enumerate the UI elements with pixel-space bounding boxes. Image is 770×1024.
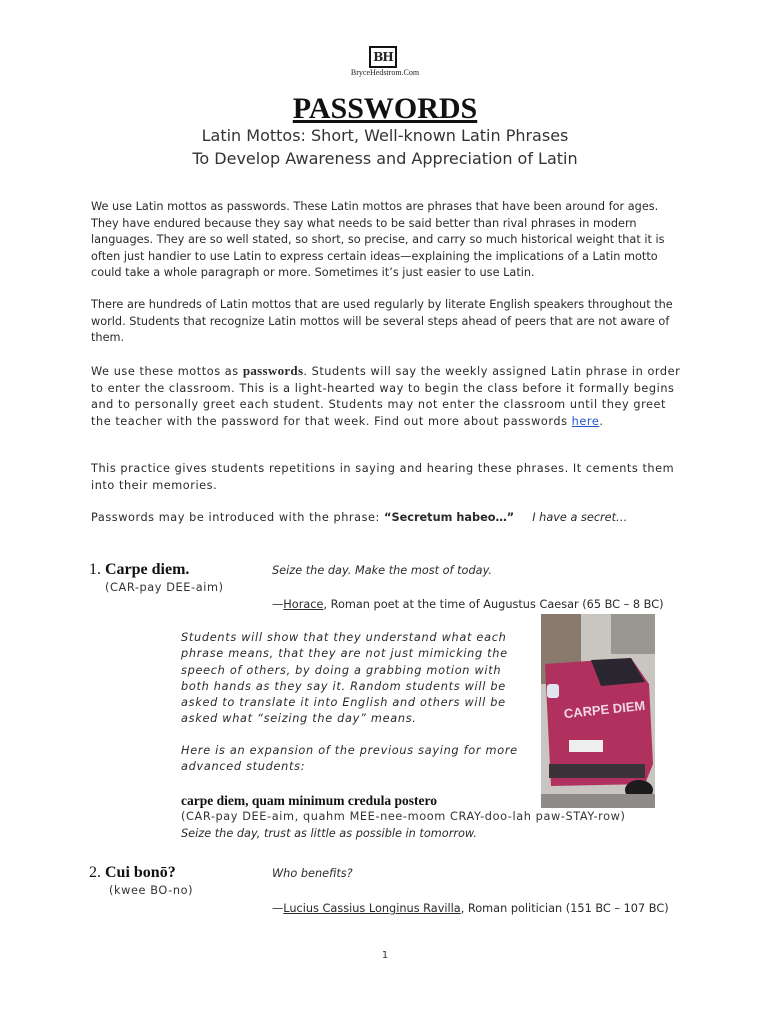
item-2-dash: —: [272, 902, 284, 915]
item-1-expansion-pronunciation: (CAR-pay DEE-aim, quahm MEE-nee-moom CRAY-doo-lah paw-STAY-row): [181, 810, 626, 823]
page-title: PASSWORDS: [292, 92, 478, 125]
intro-paragraph-1: We use Latin mottos as passwords. These Latin mottos are phrases that have been around for ages. They have endured because they say what needs to be said better than rival phrases in modern languages. They are so well stated, so short, so precise, and carry so much historical weight that it is often just handier to use Latin to express certain ideas—explaining the implications of a Latin motto could take a whole paragraph or more. Sometimes it’s just easier to use Latin.: [91, 200, 665, 279]
item-1-author-desc: , Roman poet at the time of Augustus Caesar (65 BC – 8 BC): [323, 598, 664, 611]
intro-p3-text-b: . Students will say the weekly assigned Latin phrase in order to enter the classroom. This is a light-hearted way to begin the class before it formally begins and to personally greet each student. Students may not enter the classroom until they greet the teacher with the password for that week. Find out more about passwords: [91, 365, 681, 428]
intro-paragraph-3: [91, 363, 681, 430]
item-1-expansion-intro: Here is an expansion of the previous saying for more advanced students:: [181, 744, 518, 774]
item-1-number: 1.: [89, 561, 101, 578]
intro-paragraph-5: [91, 510, 691, 527]
item-2-attribution: [272, 902, 669, 915]
carpe-diem-van-photo: [541, 614, 655, 808]
intro-p3-text-c: .: [599, 414, 604, 428]
item-1-expansion-phrase: carpe diem, quam minimum credula postero: [181, 793, 437, 808]
intro-paragraph-4: This practice gives students repetitions in saying and hearing these phrases. It cements them into their memories.: [91, 462, 675, 492]
item-1-author: Horace: [283, 598, 324, 611]
intro-paragraph-2: There are hundreds of Latin mottos that are used regularly by literate English speakers throughout the world. Students that recognize Latin mottos will be several steps ahead of peers that are not aware of them.: [91, 298, 673, 344]
logo-mark: BH: [369, 46, 397, 68]
item-1-attribution: [272, 598, 664, 611]
item-2-author-desc: , Roman politician (151 BC – 107 BC): [460, 902, 669, 915]
subtitle-line-2: To Develop Awareness and Appreciation of Latin: [192, 149, 578, 168]
item-1-phrase: Carpe diem.: [105, 561, 190, 578]
intro-p3-text-a: We use these mottos as: [91, 365, 243, 378]
item-1-heading: [89, 561, 189, 579]
passwords-here-link[interactable]: here: [571, 414, 600, 428]
passwords-bold: passwords: [242, 363, 304, 378]
item-1-pronunciation: (CAR-pay DEE-aim): [105, 581, 224, 594]
secretum-habeo-phrase: “Secretum habeo…”: [384, 511, 515, 524]
item-2-number: 2.: [89, 864, 101, 881]
item-2-phrase: Cui bonō?: [105, 864, 176, 881]
logo-site-name: BryceHedstrom.Com: [350, 68, 420, 77]
item-2-heading: [89, 864, 176, 882]
item-2-pronunciation: (kwee BO-no): [109, 884, 194, 897]
subtitle-line-1: Latin Mottos: Short, Well-known Latin Phrases: [201, 126, 569, 145]
item-1-meaning: Seize the day. Make the most of today.: [272, 564, 492, 577]
item-1-dash: —: [272, 598, 284, 611]
i-have-a-secret-translation: I have a secret…: [532, 511, 628, 524]
van-logo-text: CARPE DIEM: [563, 697, 646, 722]
item-2-meaning: Who benefits?: [272, 867, 353, 880]
item-1-expansion-meaning: Seize the day, trust as little as possible in tomorrow.: [181, 827, 477, 840]
van-illustration: [541, 614, 655, 808]
item-2-author: Lucius Cassius Longinus Ravilla: [283, 902, 461, 915]
page-number: 1: [381, 950, 389, 961]
item-1-explanation: Students will show that they understand what each phrase means, that they are not just mimicking the speech of others, by doing a grabbing motion with both hands as they say it. Random students will be asked to translate it into English and others will be asked what “seizing the day” means.: [181, 631, 508, 726]
intro-p5-text: Passwords may be introduced with the phrase:: [91, 511, 385, 524]
